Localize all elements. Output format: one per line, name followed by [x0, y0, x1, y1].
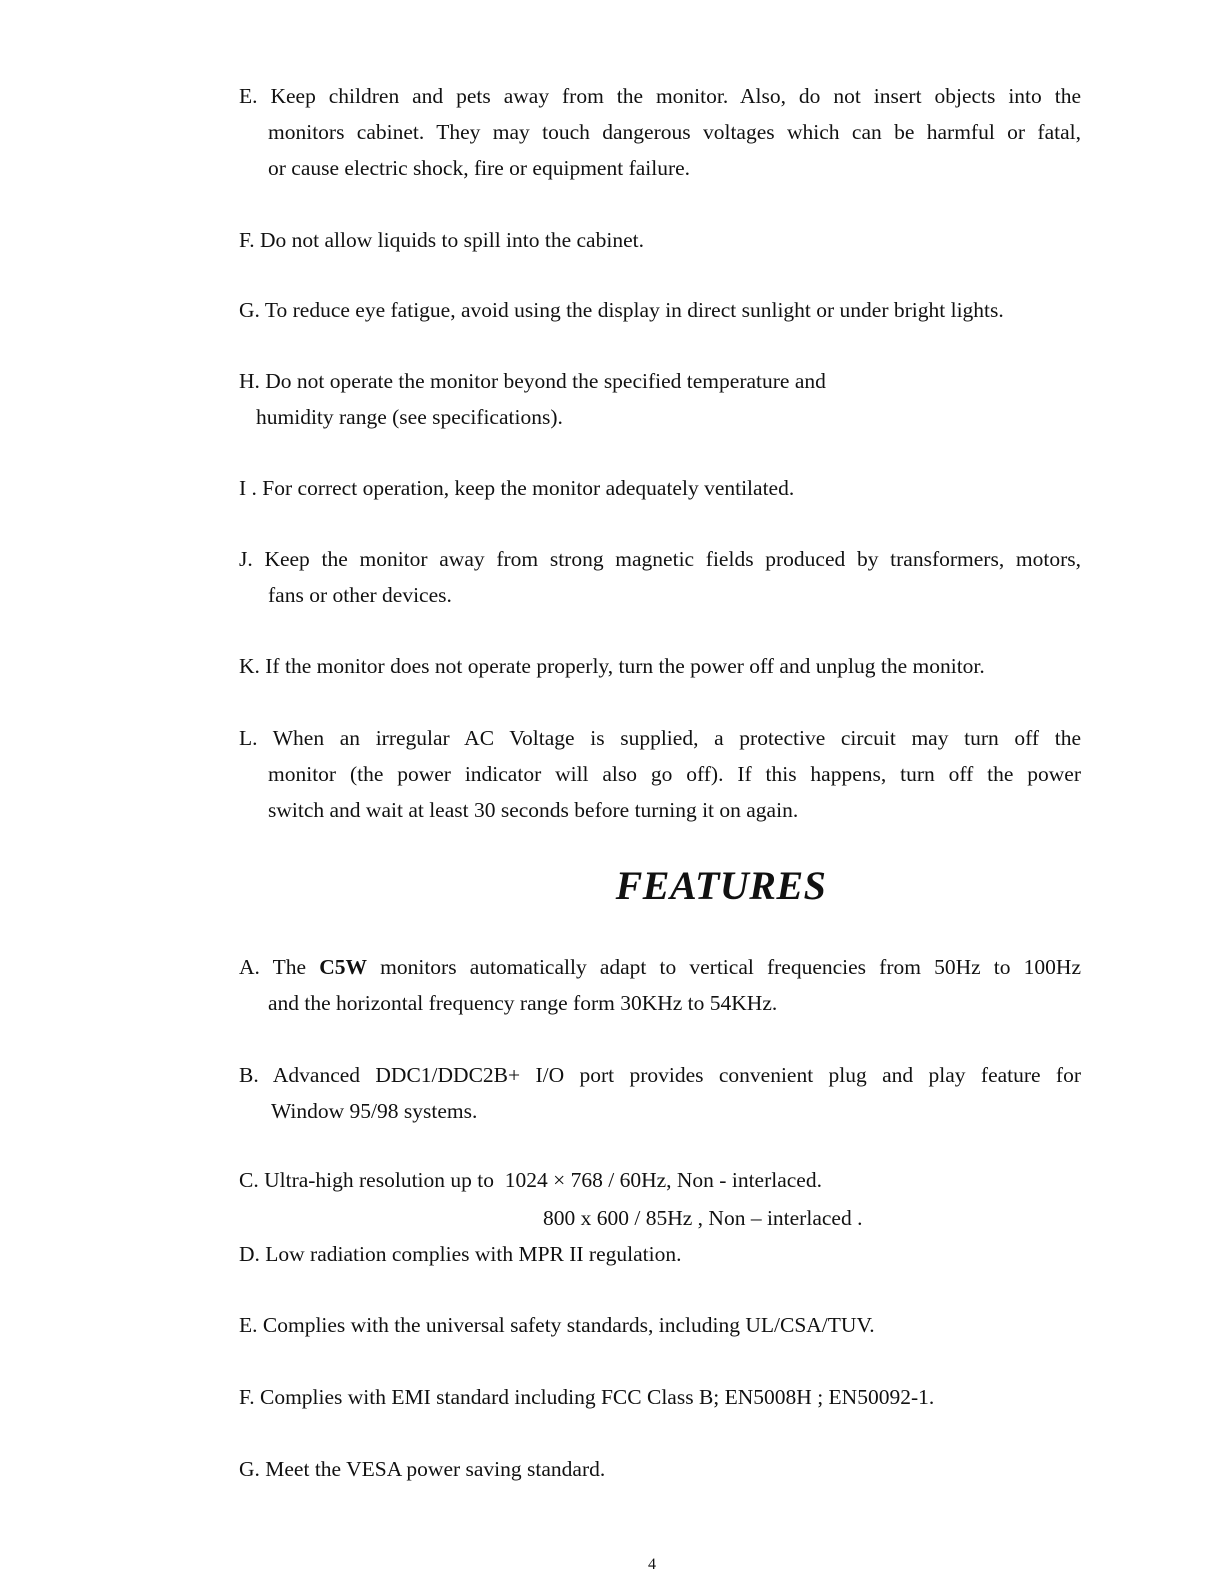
feature-c-line1: C. Ultra-high resolution up to 1024 × 768 / 60Hz, Non - interlaced. [239, 1168, 822, 1192]
precaution-h-line2: humidity range (see specifications). [256, 405, 563, 429]
precaution-l-line2: monitor (the power indicator will also go off). If this happens, turn off the power [268, 762, 1081, 786]
precaution-j-line1: J. Keep the monitor away from strong magnetic fields produced by transformers, motors, [239, 547, 1081, 571]
feature-a-model-name: C5W [319, 955, 367, 979]
feature-f: F. Complies with EMI standard including FCC Class B; EN5008H ; EN50092-1. [239, 1385, 935, 1409]
precaution-k: K. If the monitor does not operate properly, turn the power off and unplug the monitor. [239, 654, 985, 678]
precaution-f: F. Do not allow liquids to spill into the cabinet. [239, 228, 644, 252]
precaution-g: G. To reduce eye fatigue, avoid using the display in direct sunlight or under bright lights. [239, 298, 1004, 322]
precaution-l-line3: switch and wait at least 30 seconds before turning it on again. [268, 798, 799, 822]
feature-a-line2: and the horizontal frequency range form 30KHz to 54KHz. [268, 991, 778, 1015]
precaution-h-line1: H. Do not operate the monitor beyond the specified temperature and [239, 369, 826, 393]
feature-a-line1-pre: A. The [239, 955, 320, 979]
precaution-j-line2: fans or other devices. [268, 583, 452, 607]
feature-a-line1-post: monitors automatically adapt to vertical frequencies from 50Hz to 100Hz [366, 955, 1081, 979]
feature-b-line2: Window 95/98 systems. [271, 1099, 478, 1123]
features-heading: FEATURES [615, 863, 827, 908]
precaution-e-line1: E. Keep children and pets away from the monitor. Also, do not insert objects into the [239, 84, 1081, 108]
feature-c-line2: 800 x 600 / 85Hz , Non – interlaced . [543, 1206, 863, 1230]
precaution-e-line3: or cause electric shock, fire or equipment failure. [268, 156, 691, 180]
feature-a-line1 [239, 957, 1081, 979]
feature-g: G. Meet the VESA power saving standard. [239, 1457, 606, 1481]
feature-e: E. Complies with the universal safety standards, including UL/CSA/TUV. [239, 1313, 875, 1337]
precaution-i: I . For correct operation, keep the monitor adequately ventilated. [239, 476, 795, 500]
precaution-l-line1: L. When an irregular AC Voltage is supplied, a protective circuit may turn off the [239, 726, 1081, 750]
page-number: 4 [648, 1556, 656, 1573]
precaution-e-line2: monitors cabinet. They may touch dangerous voltages which can be harmful or fatal, [268, 120, 1081, 144]
feature-d: D. Low radiation complies with MPR II regulation. [239, 1242, 682, 1266]
feature-b-line1: B. Advanced DDC1/DDC2B+ I/O port provides convenient plug and play feature for [239, 1063, 1081, 1087]
